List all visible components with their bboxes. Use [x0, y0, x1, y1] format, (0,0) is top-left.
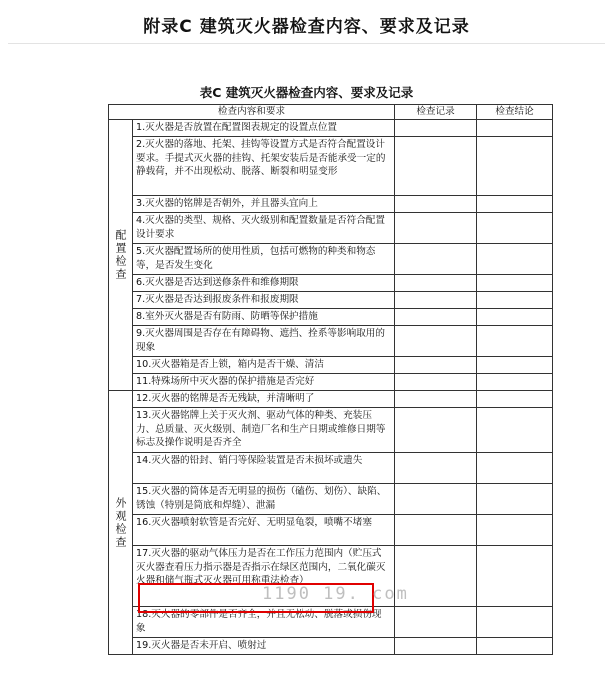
table-row [109, 408, 553, 453]
record-cell[interactable] [395, 374, 477, 391]
conclusion-cell[interactable] [477, 309, 553, 326]
item-text: 17.灭火器的驱动气体压力是否在工作压力范围内（贮压式灭火器查看压力指示器是否指示在绿区范围内，二氧化碳灭火器和储气瓶式灭火器可用称重法检查） [133, 546, 395, 607]
item-text: 16.灭火器喷射软管是否完好、无明显龟裂，喷嘴不堵塞 [133, 515, 395, 546]
conclusion-cell[interactable] [477, 213, 553, 244]
conclusion-cell[interactable] [477, 292, 553, 309]
item-text: 1.灭火器是否放置在配置图表规定的设置点位置 [133, 120, 395, 137]
table-row [109, 137, 553, 196]
table-row [109, 515, 553, 546]
record-cell[interactable] [395, 275, 477, 292]
conclusion-cell[interactable] [477, 607, 553, 638]
item-text: 6.灭火器是否达到送修条件和维修期限 [133, 275, 395, 292]
record-cell[interactable] [395, 309, 477, 326]
table-header-row [109, 105, 553, 120]
record-cell[interactable] [395, 120, 477, 137]
conclusion-cell[interactable] [477, 546, 553, 607]
table-row [109, 374, 553, 391]
item-text: 10.灭火器箱是否上锁，箱内是否干燥、清洁 [133, 357, 395, 374]
item-text: 13.灭火器铭牌上关于灭火剂、驱动气体的种类、充装压力、总质量、灭火级别、制造厂名和生产日期或维修日期等标志及操作说明是否齐全 [133, 408, 395, 453]
item-text: 8.室外灭火器是否有防雨、防晒等保护措施 [133, 309, 395, 326]
item-text: 4.灭火器的类型、规格、灭火级别和配置数量是否符合配置设计要求 [133, 213, 395, 244]
conclusion-cell[interactable] [477, 638, 553, 655]
table-row [109, 453, 553, 484]
item-text: 3.灭火器的铭牌是否朝外，并且器头宜向上 [133, 196, 395, 213]
record-cell[interactable] [395, 484, 477, 515]
group-label: 配置检查 [109, 120, 133, 391]
table-title: 表C 建筑灭火器检查内容、要求及记录 [199, 85, 414, 100]
item-text: 19.灭火器是否未开启、喷射过 [133, 638, 395, 655]
record-cell[interactable] [395, 515, 477, 546]
item-text: 15.灭火器的筒体是否无明显的损伤（磕伤、划伤）、缺陷、锈蚀（特别是筒底和焊缝）、泄漏 [133, 484, 395, 515]
record-cell[interactable] [395, 213, 477, 244]
conclusion-cell[interactable] [477, 515, 553, 546]
record-cell[interactable] [395, 196, 477, 213]
table-row [109, 638, 553, 655]
table-row [109, 391, 553, 408]
table-row [109, 607, 553, 638]
conclusion-cell[interactable] [477, 484, 553, 515]
table-row [109, 120, 553, 137]
item-text: 9.灭火器周围是否存在有障碍物、遮挡、拴系等影响取用的现象 [133, 326, 395, 357]
conclusion-cell[interactable] [477, 137, 553, 196]
conclusion-cell[interactable] [477, 374, 553, 391]
conclusion-cell[interactable] [477, 453, 553, 484]
watermark: 1190 19. com [262, 584, 409, 604]
record-cell[interactable] [395, 357, 477, 374]
page-title: 附录C 建筑灭火器检查内容、要求及记录 [143, 17, 470, 37]
conclusion-cell[interactable] [477, 244, 553, 275]
item-text: 2.灭火器的落地、托架、挂钩等设置方式是否符合配置设计要求。手提式灭火器的挂钩、托架安装后是否能承受一定的静载荷，并不出现松动、脱落、断裂和明显变形 [133, 137, 395, 196]
record-cell[interactable] [395, 453, 477, 484]
record-cell[interactable] [395, 607, 477, 638]
conclusion-cell[interactable] [477, 275, 553, 292]
item-text: 11.特殊场所中灭火器的保护措施是否完好 [133, 374, 395, 391]
record-cell[interactable] [395, 292, 477, 309]
record-cell[interactable] [395, 244, 477, 275]
table-row [109, 357, 553, 374]
item-text: 18.灭火器的零部件是否齐全，并且无松动、脱落或损伤现象 [133, 607, 395, 638]
item-text: 12.灭火器的铭牌是否无残缺，并清晰明了 [133, 391, 395, 408]
record-cell[interactable] [395, 137, 477, 196]
record-cell[interactable] [395, 391, 477, 408]
table-row [109, 309, 553, 326]
conclusion-cell[interactable] [477, 196, 553, 213]
record-cell[interactable] [395, 408, 477, 453]
table-row [109, 213, 553, 244]
conclusion-cell[interactable] [477, 357, 553, 374]
conclusion-cell[interactable] [477, 120, 553, 137]
conclusion-cell[interactable] [477, 391, 553, 408]
conclusion-cell[interactable] [477, 408, 553, 453]
item-text: 5.灭火器配置场所的使用性质，包括可燃物的种类和物态等，是否发生变化 [133, 244, 395, 275]
table-row [109, 484, 553, 515]
header-content: 检查内容和要求 [109, 105, 395, 120]
table-row [109, 196, 553, 213]
header-conclusion: 检查结论 [477, 105, 553, 120]
table-row [109, 244, 553, 275]
record-cell[interactable] [395, 326, 477, 357]
table-row [109, 326, 553, 357]
item-text: 14.灭火器的铅封、销闩等保险装置是否未损坏或遗失 [133, 453, 395, 484]
record-cell[interactable] [395, 638, 477, 655]
group-label: 外观检查 [109, 391, 133, 655]
header-record: 检查记录 [395, 105, 477, 120]
conclusion-cell[interactable] [477, 326, 553, 357]
inspection-table [108, 104, 553, 655]
table-row [109, 275, 553, 292]
table-row [109, 292, 553, 309]
item-text: 7.灭火器是否达到报废条件和报废期限 [133, 292, 395, 309]
title-divider [8, 43, 605, 44]
